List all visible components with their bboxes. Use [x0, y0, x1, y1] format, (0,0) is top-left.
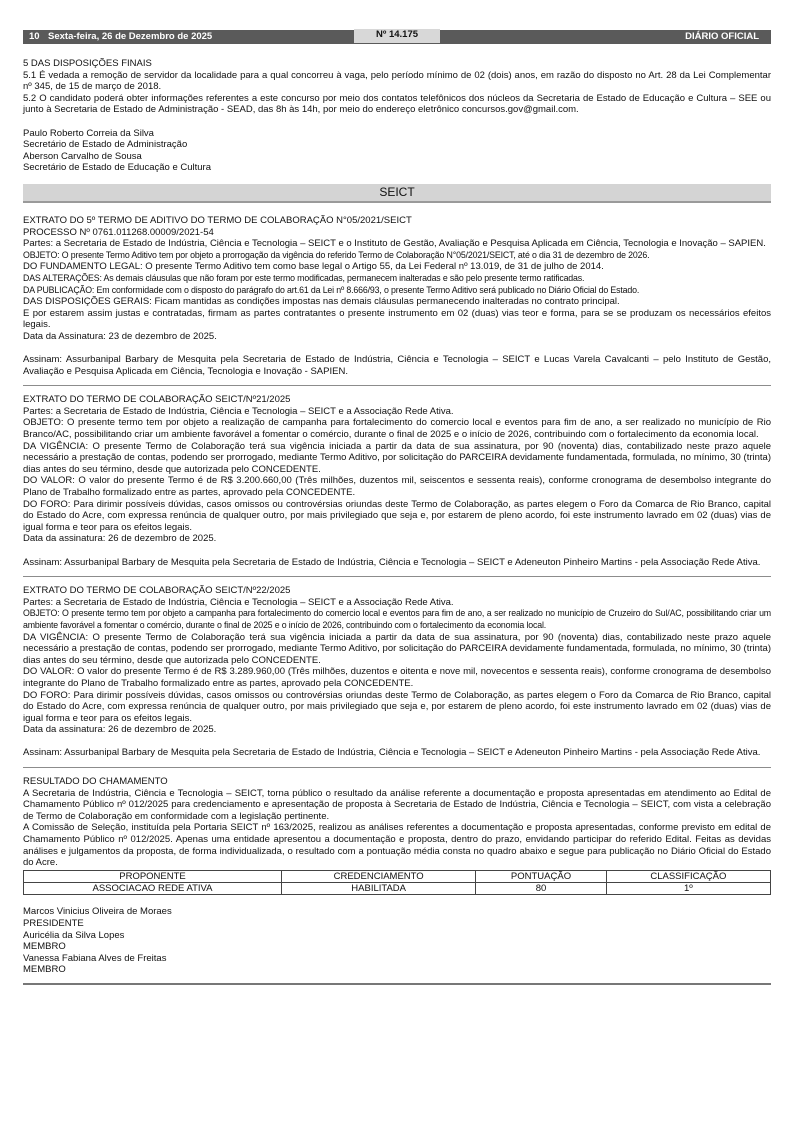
aditivo-data: Data da Assinatura: 23 de dezembro de 2025. [23, 330, 217, 342]
disposicoes-p2: 5.2 O candidato poderá obter informações referentes a este concurso por meio dos contatos telefônicos dos núcleos da Secretaria de Estado de Educação e Cultura – SEE ou junto à Secretaria de Estado de Administração - SEAD, das 8h às 14h, por meio do endereço eletrônico concursos.gov@gmail.com. [23, 92, 771, 116]
header-date: Sexta-feira, 26 de Dezembro de 2025 [48, 31, 213, 42]
aditivo-partes: Partes: a Secretaria de Estado de Indústria, Ciência e Tecnologia – SEICT e o Instituto de Gestão, Avaliação e Pesquisa Aplicada em Ciência, Tecnologia e Inovação – SAPIEN. [23, 238, 766, 250]
termo21-assinam: Assinam: Assurbanipal Barbary de Mesquita pela Secretaria de Estado de Indústria, Ciência e Tecnologia – SEICT e Adeneuton Pinheiro Martins - pela Associação Rede Ativa. [23, 556, 761, 568]
disposicoes-p1: 5.1 É vedada a remoção de servidor da localidade para a qual concorreu à vaga, pelo período mínimo de 02 (dois) anos, em razão do disposto no Art. 28 da Lei Complementar nº 345, de 15 de março de 2018. [23, 69, 771, 93]
termo22-partes: Partes: a Secretaria de Estado de Indústria, Ciência e Tecnologia – SEICT e a Associação Rede Ativa. [23, 596, 454, 608]
table-row [24, 882, 771, 894]
termo22-title: EXTRATO DO TERMO DE COLABORAÇÃO SEICT/Nº22/2025 [23, 585, 291, 597]
page-header [23, 30, 771, 44]
termo21-title: EXTRATO DO TERMO DE COLABORAÇÃO SEICT/Nº21/2025 [23, 394, 291, 406]
column-header: PONTUAÇÃO [476, 870, 606, 882]
signature-line: Secretário de Estado de Administração [23, 139, 188, 151]
aditivo-publicacao: DA PUBLICAÇÃO: Em conformidade com o disposto do parágrafo do art.61 da Lei nº 8.666/93, o presente Termo Aditivo será publicado no Diário Oficial do Estado. [23, 284, 640, 295]
edition-number: Nº 14.175 [354, 29, 440, 43]
termo21-objeto: OBJETO: O presente termo tem por objeto a realização de campanha para fortalecimento do comercio local e eventos para fim de ano, a ser realizado no município de Rio Branco/AC, possibilitando criar um ambiente favorável a fomentar o comércio, durante o final de 2025 e o início de 2026, contribuindo com o fortalecimento da economia local. [23, 417, 771, 441]
aditivo-title: EXTRATO DO 5º TERMO DE ADITIVO DO TERMO DE COLABORAÇÃO N°05/2021/SEICT [23, 214, 412, 226]
column-header: PROPONENTE [24, 870, 282, 882]
section-title: SEICT [23, 184, 771, 203]
termo22-foro: DO FORO: Para dirimir possíveis dúvidas, casos omissos ou controvérsias oriundas deste Termo de Colaboração, as partes elegem o Foro da Comarca de Rio Branco, capital do Estado do Acre, com expressa renúncia de qualquer outro, por mais privilegiado que seja e, por estarem de pleno acordo, foi este instrumento lavrado em 02 (duas) vias de igual forma e teor para os efeitos legais. [23, 689, 771, 724]
table-cell: 1º [606, 882, 770, 894]
termo22-objeto: OBJETO: O presente termo tem por objeto a campanha para fortalecimento do comercio local e eventos para fim de ano, a ser realizado no município de Cruzeiro do Sul/AC, possibilitando criar um ambiente favorável a fomentar o comércio, durante o final de 2025 e o início de 2026, contribuindo com o fortalecimento da economia local. [23, 608, 771, 630]
divider [23, 767, 771, 768]
column-header: CREDENCIAMENTO [282, 870, 476, 882]
termo21-vigencia: DA VIGÊNCIA: O presente Termo de Colaboração terá sua vigência iniciada a partir da data de sua assinatura, por 90 (noventa) dias, contabilizado neste prazo aquele necessário a prestação de contas, podendo ser prorrogado, mediante Termo Aditivo, por solicitação do PARCEIRA devidamente fundamentada, formulada, no mínimo, 30 (trinta) dias antes do seu término, desde que autorizada pelo CONCEDENTE. [23, 440, 771, 475]
page-number: 10 [29, 31, 40, 42]
table-cell: HABILITADA [282, 882, 476, 894]
aditivo-gerais: DAS DISPOSIÇÕES GERAIS: Ficam mantidas as condições impostas nas demais cláusulas permanecendo inalteradas no contrato principal. [23, 296, 620, 308]
termo21-extract [23, 394, 771, 568]
publication-title: DIÁRIO OFICIAL [685, 31, 759, 42]
signature-line: Auricélia da Silva Lopes [23, 929, 125, 941]
signature-line: Marcos Vinicius Oliveira de Moraes [23, 906, 172, 918]
signature-line: PRESIDENTE [23, 918, 84, 929]
termo22-vigencia: DA VIGÊNCIA: O presente Termo de Colaboração terá sua vigência iniciada a partir da data de sua assinatura, por 90 (noventa) dias, contabilizado neste prazo aquele necessário a prestação de contas, podendo ser prorrogado, mediante Termo Aditivo, por solicitação do PARCEIRA devidamente fundamentada, formulada, no mínimo, 30 (trinta) dias antes do seu término, desde que autorizada pelo CONCEDENTE. [23, 631, 771, 666]
termo21-data: Data da assinatura: 26 de dezembro de 2025. [23, 533, 217, 545]
termo22-assinam: Assinam: Assurbanipal Barbary de Mesquita pela Secretaria de Estado de Indústria, Ciência e Tecnologia – SEICT e Adeneuton Pinheiro Martins - pela Associação Rede Ativa. [23, 747, 761, 759]
divider [23, 576, 771, 577]
termo21-partes: Partes: a Secretaria de Estado de Indústria, Ciência e Tecnologia – SEICT e a Associação Rede Ativa. [23, 405, 454, 417]
page-end-rule [23, 983, 771, 985]
signature-line: MEMBRO [23, 964, 66, 976]
aditivo-fundamento: DO FUNDAMENTO LEGAL: O presente Termo Aditivo tem como base legal o Artigo 55, da Lei Federal nº 13.019, de 31 de julho de 2014. [23, 261, 604, 273]
termo22-data: Data da assinatura: 26 de dezembro de 2025. [23, 724, 217, 736]
aditivo-extract [23, 215, 771, 377]
column-header: CLASSIFICAÇÃO [606, 870, 770, 882]
aditivo-assinam: Assinam: Assurbanipal Barbary de Mesquita pela Secretaria de Estado de Indústria, Ciência e Tecnologia – SEICT e Lucas Varela Cavalcanti – pelo Instituto de Gestão, Avaliação e Pesquisa Aplicada em Ciência, Tecnologia e Inovação - SAPIEN. [23, 354, 771, 377]
resultado-section [23, 776, 771, 976]
aditivo-justas: E por estarem assim justas e contratadas, firmam as partes contratantes o presente instrumento em 02 (duas) vias teor e forma, para se se produzam os necessários efeitos legais. [23, 307, 771, 331]
signature-line: Vanessa Fabiana Alves de Freitas [23, 952, 167, 964]
resultado-p2: A Comissão de Seleção, instituída pela Portaria SEICT nº 163/2025, realizou as análises referentes a documentação e proposta apresentadas, conforme previsto em edital de Chamamento Público nº 012/2025. Apenas uma entidade apresentou a documentação e proposta, dentro do prazo, envidando participar do referido Edital. Feitas as devidas análises e julgamentos da proposta, de forma individualizada, o resultado com a pontuação média consta no quadro abaixo e segue para publicação no Diário Oficial do Estado do Acre. [23, 822, 771, 869]
disposicoes-signatures [23, 128, 771, 174]
termo21-valor: DO VALOR: O valor do presente Termo é de R$ 3.200.660,00 (Três milhões, duzentos mil, seiscentos e sessenta reais), conforme cronograma de desembolso integrante do Plano de Trabalho formalizado entre as partes, aprovado pela CONCEDENTE. [23, 475, 771, 498]
page [23, 30, 771, 985]
aditivo-objeto: OBJETO: O presente Termo Aditivo tem por objeto a prorrogação da vigência do referido Termo de Colaboração N°05/2021/SEICT, até o dia 31 de dezembro de 2026. [23, 249, 650, 260]
aditivo-alteracoes: DAS ALTERAÇÕES: As demais cláusulas que não foram por este termo modificadas, permanecem inalteradas e são pelo presente termo ratificadas. [23, 272, 585, 283]
signature-line: MEMBRO [23, 941, 66, 953]
termo21-foro: DO FORO: Para dirimir possíveis dúvidas, casos omissos ou controvérsias oriundas deste Termo de Colaboração, as partes elegem o Foro da Comarca de Rio Branco, capital do Estado do Acre, com expressa renúncia de qualquer outro, por mais privilegiado que seja e, por estarem de pleno acordo, foi este instrumento lavrado em 02 (duas) vias de igual forma e teor para os efeitos legais. [23, 498, 771, 533]
resultado-p1: A Secretaria de Indústria, Ciência e Tecnologia – SEICT, torna público o resultado da análise referente a documentação e proposta apresentadas em atendimento ao Edital de Chamamento Público nº 012/2025 para credenciamento e apresentação de proposta à Secretaria de Estado de Indústria, Ciência e Tecnologia – SEICT, com vista a celebração de Termo de Colaboração em conformidade com a legislação pertinente. [23, 787, 771, 822]
table-header-row [24, 870, 771, 882]
signature-line: Secretário de Estado de Educação e Cultura [23, 162, 212, 174]
table-cell: ASSOCIACAO REDE ATIVA [24, 882, 282, 894]
resultado-title: RESULTADO DO CHAMAMENTO [23, 776, 168, 788]
signature-line: Aberson Carvalho de Sousa [23, 150, 142, 162]
resultado-signatures [23, 906, 771, 976]
disposicoes-title: 5 DAS DISPOSIÇÕES FINAIS [23, 58, 152, 69]
signature-line: Paulo Roberto Correia da Silva [23, 127, 154, 139]
document-body [23, 44, 771, 985]
termo22-extract [23, 585, 771, 759]
divider [23, 385, 771, 386]
result-table [23, 870, 771, 895]
table-cell: 80 [476, 882, 606, 894]
aditivo-processo: PROCESSO Nº 0761.011268.00009/2021-54 [23, 226, 214, 238]
termo22-valor: DO VALOR: O valor do presente Termo é de R$ 3.289.960,00 (Três milhões, duzentos e oitenta e nove mil, novecentos e sessenta reais), conforme cronograma de desembolso integrante do Plano de Trabalho formalizado entre as partes, aprovado pela CONCEDENTE. [23, 666, 771, 689]
